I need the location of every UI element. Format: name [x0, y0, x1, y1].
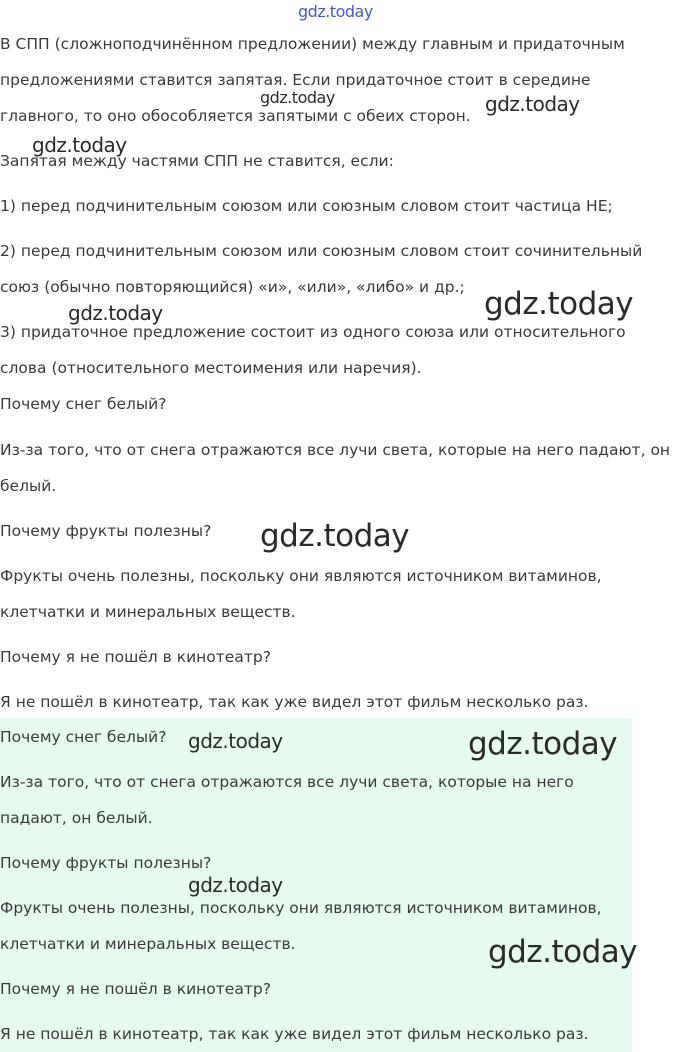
question-cinema: Почему я не пошёл в кинотеатр? [0, 648, 271, 666]
answer-block-snow-line-2: падают, он белый. [0, 809, 153, 827]
rule-line-3: главного, то оно обособляется запятыми с обеих сторон. [0, 107, 471, 125]
answer-block-fruits-line-2: клетчатки и минеральных веществ. [0, 935, 296, 953]
answer-snow-line-1: Из-за того, что от снега отражаются все лучи света, которые на него падают, он [0, 441, 671, 459]
rule-condition-2-line-2: союз (обычно повторяющийся) «и», «или», «либо» и др.; [0, 278, 465, 296]
question-fruits: Почему фрукты полезны? [0, 522, 212, 540]
answer-snow-line-2: белый. [0, 477, 57, 495]
watermark: gdz.today [484, 286, 634, 322]
answer-cinema: Я не пошёл в кинотеатр, так как уже видел этот фильм несколько раз. [0, 693, 589, 711]
answer-fruits-line-2: клетчатки и минеральных веществ. [0, 603, 296, 621]
question-snow: Почему снег белый? [0, 395, 167, 413]
watermark: gdz.today [68, 301, 163, 325]
answer-block-cinema: Я не пошёл в кинотеатр, так как уже видел этот фильм несколько раз. [0, 1025, 589, 1043]
rule-line-1: В СПП (сложноподчинённом предложении) между главным и придаточным [0, 35, 625, 53]
answer-block-snow-line-1: Из-за того, что от снега отражаются все лучи света, которые на него [0, 773, 574, 791]
answer-fruits-line-1: Фрукты очень полезны, поскольку они являются источником витаминов, [0, 567, 602, 585]
rule-line-2: предложениями ставится запятая. Если придаточное стоит в середине [0, 71, 591, 89]
answer-block-fruits-line-1: Фрукты очень полезны, поскольку они являются источником витаминов, [0, 899, 602, 917]
watermark: gdz.today [32, 133, 127, 157]
answer-block-question-cinema: Почему я не пошёл в кинотеатр? [0, 980, 271, 998]
watermark: gdz.today [488, 934, 638, 970]
watermark: gdz.today [485, 92, 580, 116]
rule-condition-1: 1) перед подчинительным союзом или союзным словом стоит частица НЕ; [0, 197, 613, 215]
watermark: gdz.today [188, 729, 283, 753]
answer-block-question-snow: Почему снег белый? [0, 728, 167, 746]
rule-condition-2-line-1: 2) перед подчинительным союзом или союзным словом стоит сочинительный [0, 242, 643, 260]
watermark: gdz.today [260, 88, 335, 107]
rule-condition-3-line-2: слова (относительного местоимения или наречия). [0, 359, 422, 377]
watermark: gdz.today [188, 873, 283, 897]
watermark-top: gdz.today [298, 2, 373, 21]
rule-condition-3-line-1: 3) придаточное предложение состоит из одного союза или относительного [0, 323, 626, 341]
rule-conditions-heading: Запятая между частями СПП не ставится, если: [0, 152, 394, 170]
watermark: gdz.today [468, 726, 618, 762]
watermark: gdz.today [260, 518, 410, 554]
answer-block-question-fruits: Почему фрукты полезны? [0, 854, 212, 872]
